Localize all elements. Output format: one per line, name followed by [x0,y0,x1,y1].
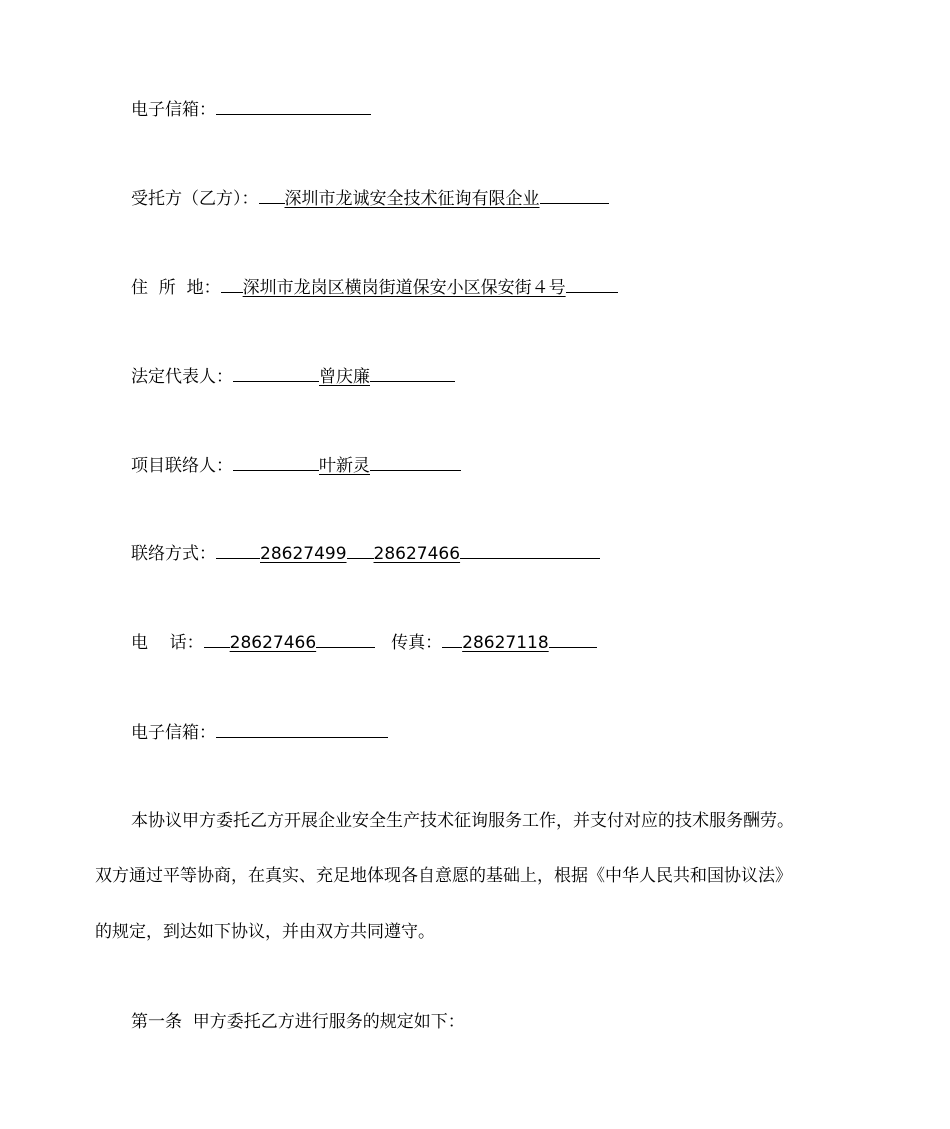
agreement-line-1: 本协议甲方委托乙方开展企业安全生产技术征询服务工作，并支付对应的技术服务酬劳。 [131,811,794,831]
contact-method-trail-blank [460,542,600,559]
phone-value: 28627466 [229,633,317,653]
address-row [131,276,618,299]
contact-method-mid-blank [347,542,374,559]
legal-rep-trail-blank [370,365,455,382]
contact-method-lead-blank [216,542,260,559]
address-value: 深圳市龙岗区横岗街道保安小区保安街４号 [242,278,566,298]
contact-person-trail-blank [370,454,461,471]
agreement-line-2: 双方通过平等协商，在真实、充足地体现各自意愿的基础上，根据《中华人民共和国协议法》 [95,866,792,886]
entrusted-party-row [131,187,609,210]
contact-person-label: 项目联络人： [131,456,233,476]
fax-label: 传真： [391,633,443,653]
legal-rep-label: 法定代表人： [131,367,233,387]
address-label: 住 所 地： [131,278,221,298]
contact-person-row [131,454,461,477]
party-a-email-label: 电子信箱： [131,100,216,120]
phone-label: 电 话： [131,633,204,653]
party-b-email-row [131,721,388,744]
phone-fax-row [131,631,597,654]
contact-method-row [131,542,600,565]
entrusted-party-value: 深圳市龙诚安全技术征询有限企业 [284,189,540,209]
entrusted-party-label: 受托方（乙方）： [131,189,259,209]
contact-method-label: 联络方式： [131,544,216,564]
party-a-email-blank [216,98,371,115]
fax-lead-blank [442,631,462,648]
legal-rep-lead-blank [233,365,319,382]
address-trail-blank [566,276,618,293]
address-lead-blank [221,276,243,293]
contact-method-value-1: 28627499 [260,544,347,564]
contact-method-value-2: 28627466 [373,544,461,564]
entrusted-party-lead-blank [259,187,285,204]
fax-value: 28627118 [462,633,549,653]
article-1-heading: 第一条 甲方委托乙方进行服务的规定如下： [131,1012,465,1032]
legal-rep-row [131,365,455,388]
agreement-line-3: 的规定，到达如下协议，并由双方共同遵守。 [95,922,435,942]
party-a-email-row [131,98,371,121]
phone-trail-blank [316,631,375,648]
legal-rep-value: 曾庆廉 [319,367,370,387]
fax-trail-blank [549,631,597,648]
party-b-email-label: 电子信箱： [131,723,216,743]
party-b-email-blank [216,721,388,738]
phone-lead-blank [204,631,230,648]
contact-person-value: 叶新灵 [319,456,370,476]
contact-person-lead-blank [233,454,319,471]
entrusted-party-trail-blank [540,187,609,204]
